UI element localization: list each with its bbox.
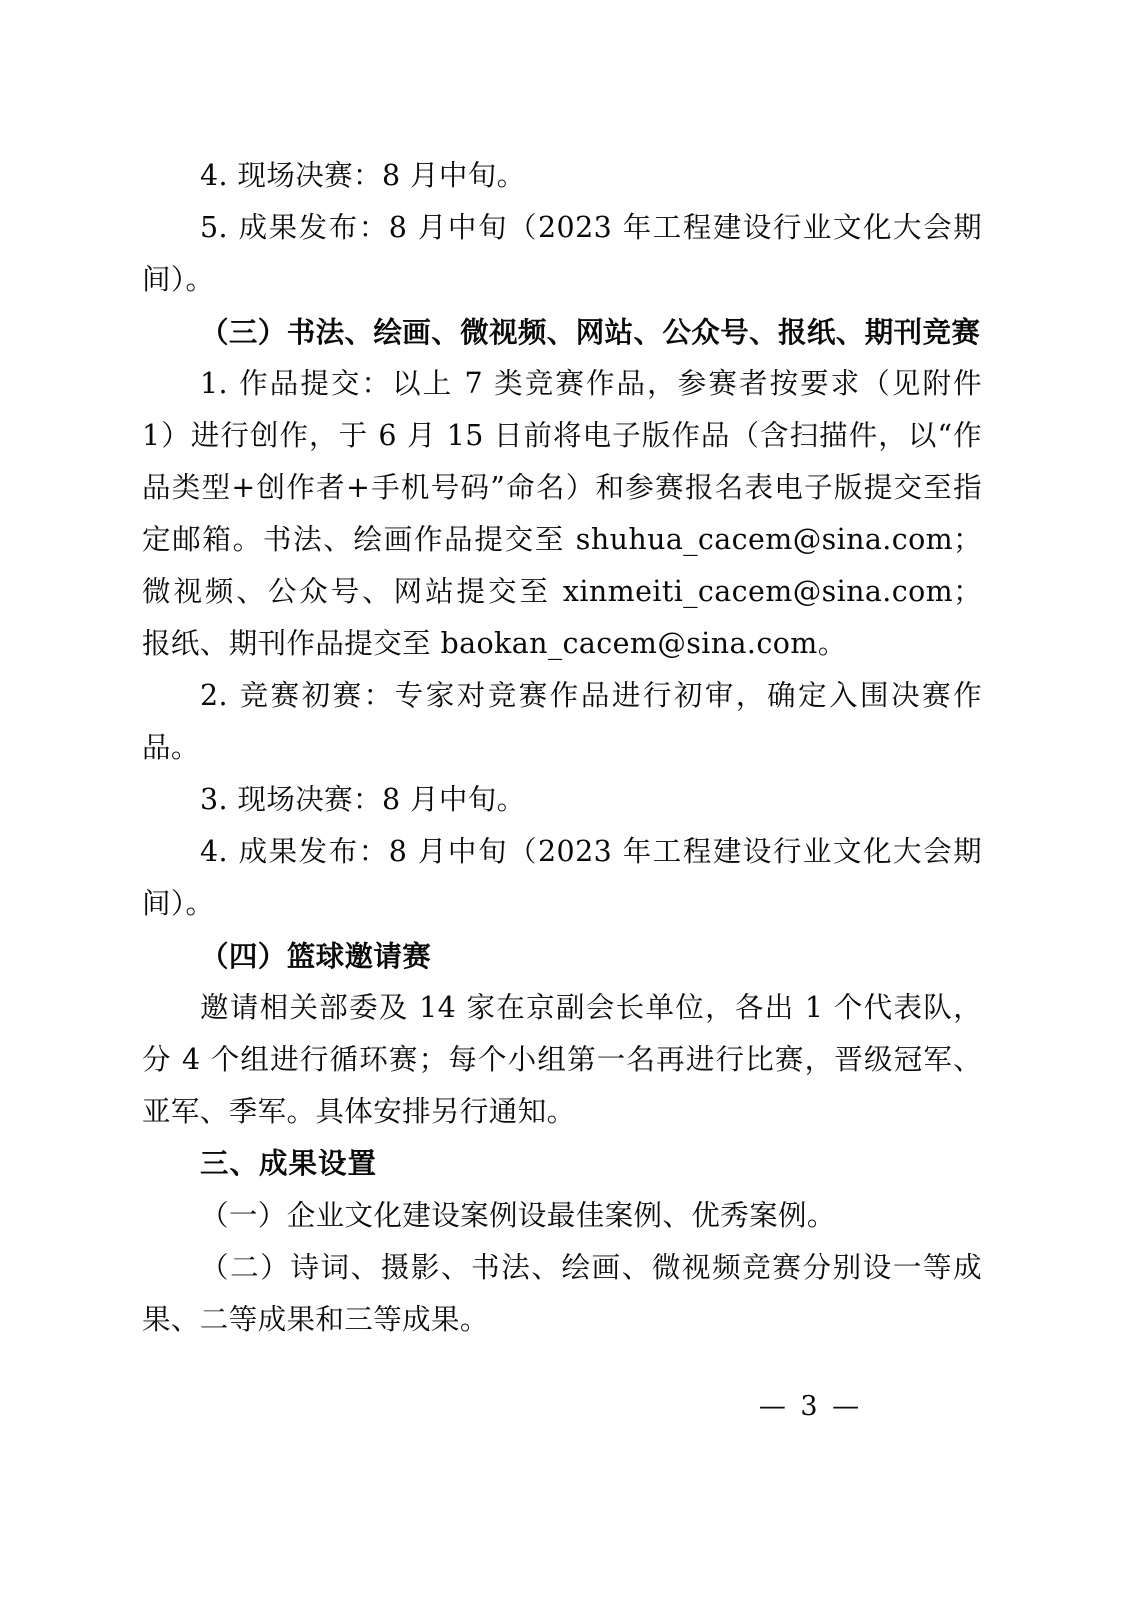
section-heading-four: （四）篮球邀请赛 (200, 939, 432, 973)
page-number: — 3 — (758, 1391, 863, 1422)
section-heading-results-setup: 三、成果设置 (200, 1147, 378, 1180)
paragraph-results-release-1: 5. 成果发布：8 月中旬（2023 年工程建设行业文化大会期间）。 (142, 211, 982, 296)
paragraph-basketball-invitational: 邀请相关部委及 14 家在京副会长单位，各出 1 个代表队，分 4 个组进行循环赛；每个小组第一名再进行比赛，晋级冠军、亚军、季军。具体安排另行通知。 (142, 991, 982, 1128)
paragraph-preliminary-round: 2. 竞赛初赛：专家对竞赛作品进行初审，确定入围决赛作品。 (142, 679, 982, 764)
paragraph-submission: 1. 作品提交：以上 7 类竞赛作品，参赛者按要求（见附件 1）进行创作，于 6 月 15 日前将电子版作品（含扫描件，以“作品类型+创作者+手机号码”命名）和参赛报名表电子版提交至指定邮箱。书法、绘画作品提交至 shuhua_cacem@sina.com；微视频、公众号、网站提交至 xinmeiti_cacem@sina.com； 报纸、期刊作品提交至 baokan_cacem@sina.com。 (142, 367, 982, 660)
paragraph-case-awards: （一）企业文化建设案例设最佳案例、优秀案例。 (200, 1199, 836, 1232)
paragraph-competition-awards: （二）诗词、摄影、书法、绘画、微视频竞赛分别设一等成果、二等成果和三等成果。 (142, 1251, 982, 1336)
paragraph-onsite-final-2: 3. 现场决赛：8 月中旬。 (200, 783, 526, 816)
paragraph-onsite-final-1: 4. 现场决赛：8 月中旬。 (200, 159, 526, 192)
document-body (142, 150, 982, 1346)
paragraph-results-release-2: 4. 成果发布：8 月中旬（2023 年工程建设行业文化大会期间）。 (142, 835, 982, 920)
section-heading-three: （三）书法、绘画、微视频、网站、公众号、报纸、期刊竞赛 (200, 315, 981, 349)
